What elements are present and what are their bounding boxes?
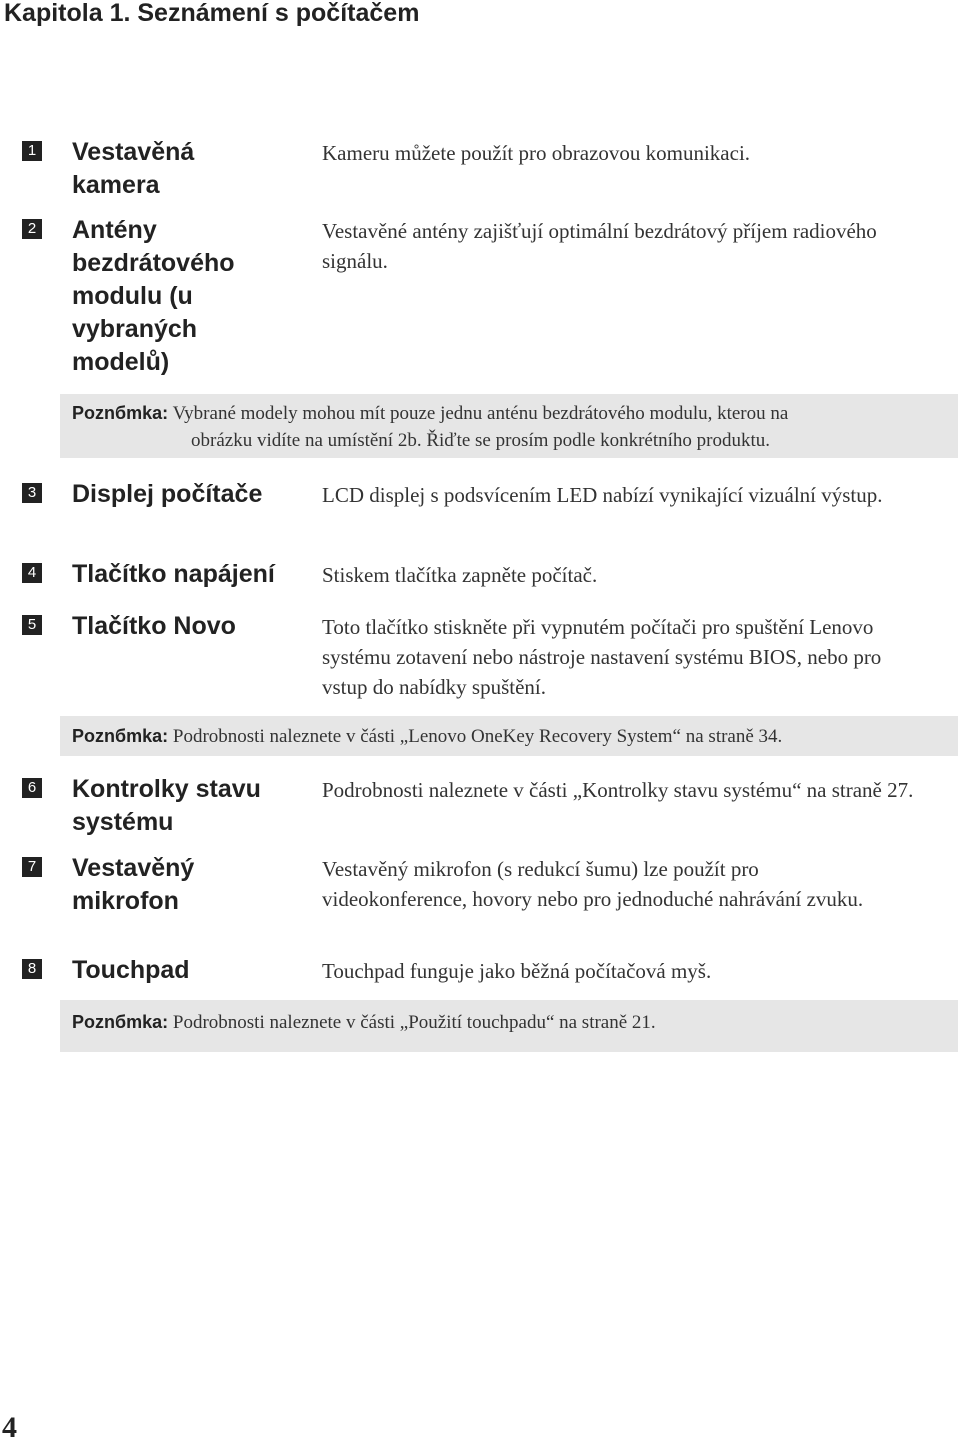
- item-term: Touchpad: [72, 956, 190, 984]
- item-term: Kontrolky stavu systému: [72, 775, 261, 836]
- item-number-badge: 8: [22, 959, 42, 979]
- note-text: Vybrané modely mohou mít pouze jednu anténu bezdrátového modulu, kterou na: [172, 403, 789, 424]
- item-number-badge: 6: [22, 778, 42, 798]
- item-description: Kameru můžete použít pro obrazovou komunikaci.: [322, 141, 751, 165]
- item-number-badge: 5: [22, 615, 42, 635]
- item-term: Tlačítko Novo: [72, 612, 236, 640]
- note-line: obrázku vidíte na umístění 2b. Řiďte se prosím podle konkrétního produktu.: [191, 430, 771, 451]
- item-number-badge: 7: [22, 857, 42, 877]
- note-label: Poznбmka:: [72, 403, 169, 423]
- list-item-camera: [0, 136, 960, 206]
- item-term: Vestavěná kamera: [72, 138, 195, 199]
- note-label: Poznбmka:: [72, 1012, 169, 1032]
- chapter-title: Kapitola 1. Seznámení s počítačem: [4, 0, 420, 27]
- note-line: [72, 723, 958, 750]
- item-description: Vestavěný mikrofon (s redukcí šumu) lze použít pro videokonference, hovory nebo pro jednoduché nahrávání zvuku.: [322, 857, 864, 911]
- item-term: Vestavěný mikrofon: [72, 854, 195, 915]
- note-label: Poznбmka:: [72, 726, 169, 746]
- item-description: Podrobnosti naleznete v části „Kontrolky stavu systému“ na straně 27.: [322, 778, 914, 802]
- note-box-touchpad: [60, 1000, 958, 1052]
- list-item-microphone: [0, 852, 960, 947]
- list-item-novo-button: [0, 610, 960, 705]
- item-description: Touchpad funguje jako běžná počítačová myš.: [322, 959, 712, 983]
- note-text: Podrobnosti naleznete v části „Použití touchpadu“ na straně 21.: [172, 1012, 656, 1033]
- list-item-power-button: [0, 558, 960, 598]
- list-item-display: [0, 478, 960, 543]
- note-line: [72, 1009, 958, 1036]
- list-item-status-indicators: [0, 773, 960, 843]
- page-number: 4: [2, 1411, 17, 1444]
- list-item-antennas: [0, 214, 960, 379]
- item-description: Toto tlačítko stiskněte při vypnutém počítači pro spuštění Lenovo systému zotavení nebo nástroje nastavení systému BIOS, nebo pro vstup do nabídky spuštění.: [322, 615, 882, 699]
- item-number-badge: 2: [22, 219, 42, 239]
- item-number-badge: 3: [22, 483, 42, 503]
- note-line: [72, 400, 958, 427]
- item-description: Vestavěné antény zajišťují optimální bezdrátový příjem radiového signálu.: [322, 219, 877, 273]
- note-box-antenna: [60, 394, 958, 458]
- item-term: Displej počítače: [72, 480, 263, 508]
- item-term: Tlačítko napájení: [72, 560, 275, 588]
- item-description: Stiskem tlačítka zapněte počítač.: [322, 563, 598, 587]
- item-number-badge: 4: [22, 563, 42, 583]
- note-text: Podrobnosti naleznete v části „Lenovo OneKey Recovery System“ na straně 34.: [172, 726, 783, 747]
- note-box-recovery: [60, 716, 958, 756]
- list-item-touchpad: [0, 954, 960, 994]
- item-description: LCD displej s podsvícením LED nabízí vynikající vizuální výstup.: [322, 483, 883, 507]
- item-number-badge: 1: [22, 141, 42, 161]
- item-term: Antény bezdrátového modulu (u vybraných modelů): [72, 216, 235, 376]
- page-header: [0, 0, 960, 44]
